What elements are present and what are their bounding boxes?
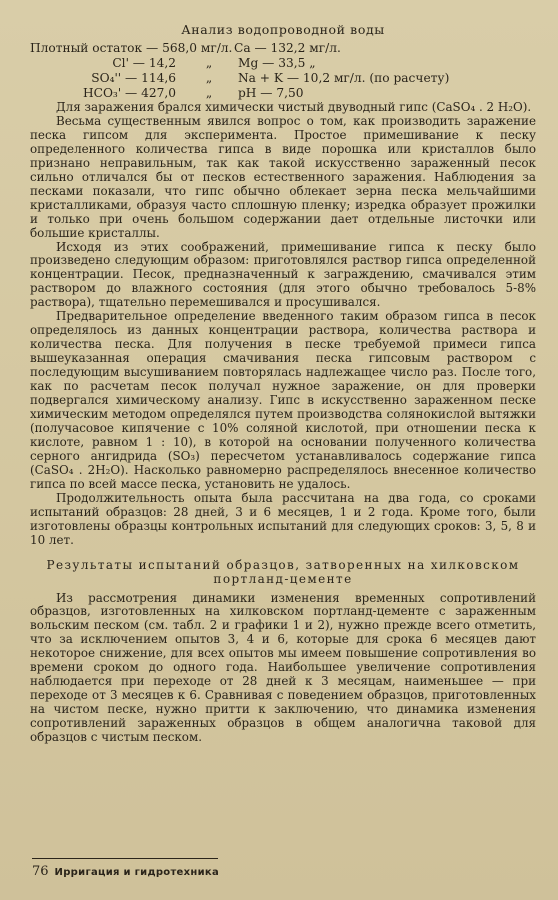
analysis-cell: Na + K — 10,2 мг/л. (по расчету): [238, 71, 450, 85]
section-heading: Результаты испытаний образцов, затворенных на хилковском портланд-цементе: [46, 557, 520, 586]
paragraph: Весьма существенным явился вопрос о том, как производить заражение песка гипсом для эксперимента. Простое примешивание к песку определенного количества гипса в виде порошка или кристаллов было признано неправильным, так как такой искусственно зараженный песок сильно отличался бы от песков естественного заражения. Наблюдения за песками показали, что гипс обычно облекает зерна песка мельчайшими кристалликами, образуя часто сплошную пленку; изредка образует прожилки и только при очень большом содержании дает отдельные листочки или большие кристаллы.: [30, 113, 536, 240]
paragraph: Для заражения брался химически чистый двуводный гипс (CaSO₄ . 2 H₂O).: [56, 100, 532, 114]
footer-rule: [32, 858, 218, 859]
analysis-cell: „: [205, 56, 213, 70]
analysis-cell: „: [205, 71, 213, 85]
analysis-row: [30, 56, 536, 71]
page-number: 76: [32, 864, 49, 879]
analysis-row: [30, 41, 536, 56]
analysis-cell: Mg — 33,5 „: [238, 56, 316, 70]
analysis-cell: SO₄'' — 114,6: [91, 71, 176, 85]
analysis-cell: pH — 7,50: [238, 86, 304, 100]
page-title: Анализ водопроводной воды: [181, 22, 385, 37]
analysis-cell: Ca — 132,2 мг/л.: [234, 41, 341, 55]
analysis-row: [30, 71, 536, 86]
journal-name: Ирригация и гидротехника: [54, 867, 220, 878]
page-footer: [32, 864, 219, 879]
water-analysis-table: [30, 41, 536, 101]
analysis-row: [30, 86, 536, 101]
paragraph: Предварительное определение введенного таким образом гипса в песок определялось из данных концентрации раствора, количества раствора и количества песка. Для получения в песке требуемой примеси гипса вышеуказанная операция смачивания песка гипсовым раствором с последующим высушиванием повторялась надлежащее число раз. После того, как по расчетам песок получал нужное заражение, он для проверки подвергался химическому анализу. Гипс в искусственно зараженном песке химическим методом определялся путем производства солянокислой вытяжки (получасовое кипячение с 10% соляной кислотой, при отношении песка к кислоте, равном 1 : 10), в которой на основании полученного количества серного ангидрида (SO₃) пересчетом устанавливалось содержание гипса (CaSO₄ . 2H₂O). Насколько равномерно распределялось внесенное количество гипса по всей массе песка, установить не удалось.: [30, 309, 536, 491]
paragraph: Из рассмотрения динамики изменения временных сопротивлений образцов, изготовленных на хилковском портланд-цементе с зараженным вольским песком (см. табл. 2 и графики 1 и 2), нужно прежде всего отметить, что за исключением опытов 3, 4 и 6, которые для срока 6 месяцев дают некоторое снижение, для всех опытов мы имеем повышение сопротивления во времени сроком до одного года. Наибольшее увеличение сопротивления наблюдается при переходе от 28 дней к 3 месяцам, наименьшее — при переходе от 3 месяцев к 6. Сравнивая с поведением образцов, приготовленных на чистом песке, нужно притти к заключению, что динамика изменения сопротивлений зараженных образцов в общем аналогична таковой для образцов с чистым песком.: [30, 590, 536, 745]
analysis-cell: „: [205, 86, 213, 100]
analysis-cell: Плотный остаток — 568,0 мг/л.: [30, 41, 233, 55]
analysis-cell: Cl' — 14,2: [112, 56, 176, 70]
paragraph: Продолжительность опыта была рассчитана на два года, со сроками испытаний образцов: 28 дней, 3 и 6 месяцев, 1 и 2 года. Кроме того, были изготовлены образцы контрольных испытаний для следующих сроков: 3, 5, 8 и 10 лет.: [30, 490, 536, 547]
paragraph: Исходя из этих соображений, примешивание гипса к песку было произведено следующим образом: приготовлялся раствор гипса определенной концентрации. Песок, предназначенный к заграждению, смачивался этим раствором до влажного состояния (для этого обычно требовалось 5-8% раствора), тщательно перемешивался и просушивался.: [30, 239, 536, 310]
analysis-cell: HCO₃' — 427,0: [82, 86, 176, 100]
